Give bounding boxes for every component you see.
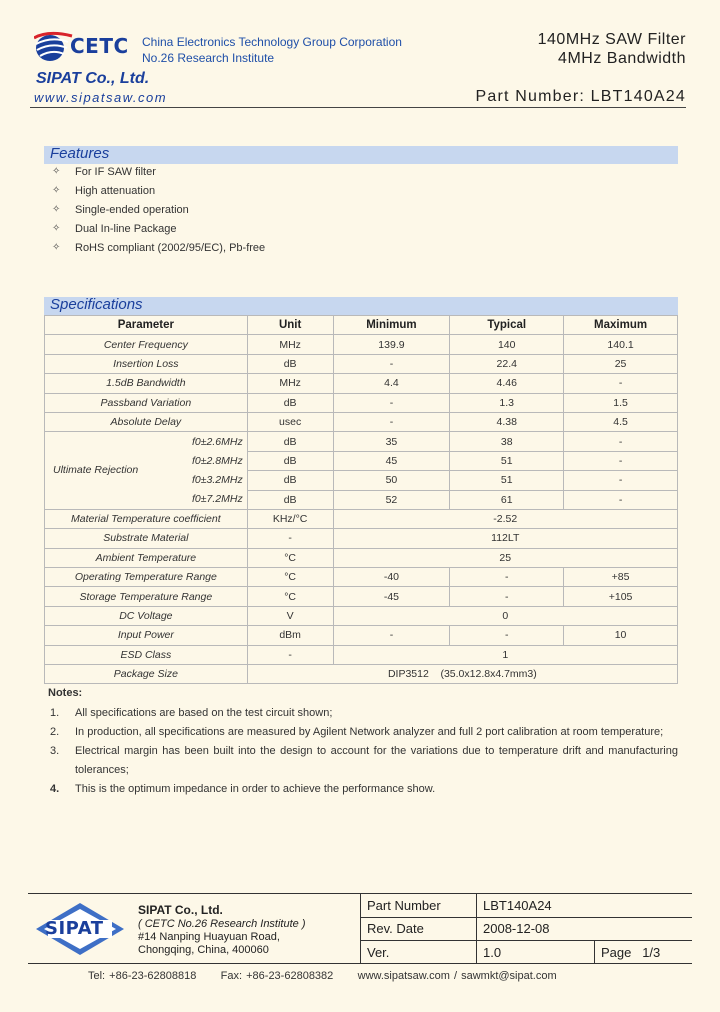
column-header: Maximum — [564, 316, 678, 335]
param-cell: Substrate Material — [45, 529, 248, 548]
note-text: This is the optimum impedance in order to achieve the performance show. — [75, 783, 436, 795]
diamond-bullet-icon: ✧ — [52, 185, 61, 196]
max-cell: - — [564, 490, 678, 509]
min-cell: -45 — [333, 587, 450, 606]
table-row — [45, 432, 678, 451]
unit-cell: MHz — [247, 374, 333, 393]
table-row — [45, 335, 678, 354]
unit-cell: °C — [247, 587, 333, 606]
table-row — [45, 393, 678, 412]
typ-cell: 22.4 — [450, 354, 564, 373]
unit-cell: MHz — [247, 335, 333, 354]
param-cell: DC Voltage — [45, 606, 248, 625]
min-cell: 139.9 — [333, 335, 450, 354]
ultimate-rejection-cell — [45, 451, 248, 476]
max-cell: 25 — [564, 354, 678, 373]
version-value: 1.0 — [477, 941, 595, 964]
rejection-offset: f0±7.2MHz — [192, 493, 243, 506]
diamond-bullet-icon: ✧ — [52, 166, 61, 177]
typ-cell: 38 — [450, 432, 564, 451]
min-cell: - — [333, 626, 450, 645]
typ-cell: 1.3 — [450, 393, 564, 412]
unit-cell: V — [247, 606, 333, 625]
sipat-badge-text: SIPAT — [45, 918, 104, 939]
part-number-heading: Part Number: LBT140A24 — [475, 88, 686, 105]
column-header: Minimum — [333, 316, 450, 335]
table-row — [45, 529, 678, 548]
value-cell: 112LT — [333, 529, 677, 548]
typ-cell: 51 — [450, 471, 564, 490]
param-cell: Input Power — [45, 626, 248, 645]
table-row — [45, 645, 678, 664]
unit-cell: - — [247, 529, 333, 548]
org-name: China Electronics Technology Group Corporation — [142, 35, 402, 49]
page-indicator: Page 1/3 — [595, 941, 693, 964]
max-cell: - — [564, 451, 678, 470]
rejection-offset: f0±2.6MHz — [192, 435, 243, 448]
document-info-table — [360, 894, 692, 964]
feature-text: For IF SAW filter — [75, 166, 156, 178]
max-cell: - — [564, 374, 678, 393]
page-footer — [28, 893, 692, 964]
min-cell: 45 — [333, 451, 450, 470]
list-item — [48, 742, 678, 780]
org-institute: No.26 Research Institute — [142, 51, 275, 65]
feature-text: Dual In-line Package — [75, 223, 177, 235]
list-item — [48, 704, 678, 723]
value-cell: DIP3512 (35.0x12.8x4.7mm3) — [247, 665, 677, 684]
param-cell: Material Temperature coefficient — [45, 509, 248, 528]
ultimate-rejection-spacer — [53, 491, 158, 508]
min-cell: 52 — [333, 490, 450, 509]
table-row — [45, 490, 678, 509]
max-cell: 140.1 — [564, 335, 678, 354]
rejection-subgrid — [53, 491, 247, 508]
min-cell: 4.4 — [333, 374, 450, 393]
notes-section — [48, 687, 678, 799]
company-url[interactable]: www.sipatsaw.com — [34, 90, 168, 105]
footer-address-line1: #14 Nanping Huayuan Road, — [138, 931, 280, 943]
param-cell: ESD Class — [45, 645, 248, 664]
notes-title: Notes: — [48, 687, 83, 699]
unit-cell: dB — [247, 471, 333, 490]
footer-address-line2: Chongqing, China, 400060 — [138, 944, 269, 956]
header-divider — [30, 107, 686, 108]
min-cell: 35 — [333, 432, 450, 451]
rejection-subgrid — [53, 452, 247, 476]
footer-company-name: SIPAT Co., Ltd. — [138, 903, 223, 917]
table-row — [45, 606, 678, 625]
product-subtitle: 4MHz Bandwidth — [558, 50, 686, 67]
cetc-globe-icon — [34, 30, 74, 64]
specifications-section-bar — [44, 297, 678, 315]
contact-line: Tel: +86-23-62808818 Fax: +86-23-62808382 www.sipatsaw.com / sawmkt@sipat.com — [88, 970, 557, 982]
note-number: 2. — [50, 726, 60, 738]
note-text: All specifications are based on the test circuit shown; — [75, 707, 333, 719]
min-cell: -40 — [333, 568, 450, 587]
value-cell: -2.52 — [333, 509, 677, 528]
note-number: 3. — [50, 745, 60, 757]
table-row — [45, 568, 678, 587]
version-label: Ver. — [361, 941, 477, 964]
feature-text: RoHS compliant (2002/95/EC), Pb-free — [75, 242, 266, 254]
typ-cell: 140 — [450, 335, 564, 354]
value-cell: 25 — [333, 548, 677, 567]
param-cell: Absolute Delay — [45, 412, 248, 431]
value-cell: 1 — [333, 645, 677, 664]
feature-text: High attenuation — [75, 185, 156, 197]
diamond-bullet-icon: ✧ — [52, 204, 61, 215]
part-number-value: LBT140A24 — [477, 894, 693, 917]
typ-cell: 4.46 — [450, 374, 564, 393]
min-cell: - — [333, 354, 450, 373]
max-cell: - — [564, 471, 678, 490]
cetc-logo-text: CETC — [70, 34, 129, 58]
features-heading: Features — [50, 145, 110, 162]
note-text: Electrical margin has been built into the design to account for the variations due to temperature drift and manufacturing tolerances; — [75, 745, 678, 776]
table-header-row — [45, 316, 678, 335]
unit-cell: dB — [247, 393, 333, 412]
min-cell: 50 — [333, 471, 450, 490]
features-section-bar — [44, 146, 678, 164]
typ-cell: 61 — [450, 490, 564, 509]
table-row — [45, 354, 678, 373]
param-cell: Ambient Temperature — [45, 548, 248, 567]
ultimate-rejection-spacer — [53, 433, 158, 450]
note-number: 4. — [50, 783, 60, 795]
table-row — [45, 374, 678, 393]
unit-cell: °C — [247, 568, 333, 587]
cetc-logo — [34, 30, 132, 64]
column-header: Parameter — [45, 316, 248, 335]
table-row — [45, 509, 678, 528]
footer-institute: ( CETC No.26 Research Institute ) — [138, 918, 306, 930]
unit-cell: dBm — [247, 626, 333, 645]
note-number: 1. — [50, 707, 60, 719]
typ-cell: 4.38 — [450, 412, 564, 431]
ultimate-rejection-cell — [45, 490, 248, 509]
table-row — [45, 412, 678, 431]
value-cell: 0 — [333, 606, 677, 625]
typ-cell: 51 — [450, 451, 564, 470]
unit-cell: KHz/°C — [247, 509, 333, 528]
param-cell: Center Frequency — [45, 335, 248, 354]
column-header: Typical — [450, 316, 564, 335]
ultimate-rejection-label: Ultimate Rejection — [53, 463, 139, 476]
note-text: In production, all specifications are measured by Agilent Network analyzer and full 2 port calibration at room temperature; — [75, 726, 664, 738]
unit-cell: dB — [247, 432, 333, 451]
unit-cell: dB — [247, 354, 333, 373]
feature-text: Single-ended operation — [75, 204, 189, 216]
param-cell: Package Size — [45, 665, 248, 684]
param-cell: Passband Variation — [45, 393, 248, 412]
max-cell: 4.5 — [564, 412, 678, 431]
unit-cell: usec — [247, 412, 333, 431]
specifications-table — [44, 315, 678, 684]
param-cell: Insertion Loss — [45, 354, 248, 373]
min-cell: - — [333, 412, 450, 431]
max-cell: +85 — [564, 568, 678, 587]
page-header — [0, 0, 720, 110]
ultimate-rejection-cell — [45, 432, 248, 451]
part-number-label: Part Number — [361, 894, 477, 917]
max-cell: - — [564, 432, 678, 451]
table-row — [45, 587, 678, 606]
rejection-subgrid — [53, 433, 247, 450]
rejection-offset: f0±3.2MHz — [192, 474, 243, 487]
param-cell: Storage Temperature Range — [45, 587, 248, 606]
table-row — [45, 626, 678, 645]
unit-cell: dB — [247, 451, 333, 470]
min-cell: - — [333, 393, 450, 412]
typ-cell: - — [450, 568, 564, 587]
rev-date-value: 2008-12-08 — [477, 917, 693, 940]
typ-cell: - — [450, 626, 564, 645]
rejection-offset: f0±2.8MHz — [192, 454, 243, 467]
table-row — [45, 665, 678, 684]
table-row — [45, 548, 678, 567]
list-item — [48, 723, 678, 742]
unit-cell: - — [247, 645, 333, 664]
table-row — [45, 451, 678, 470]
max-cell: 1.5 — [564, 393, 678, 412]
list-item — [48, 780, 678, 799]
rev-date-label: Rev. Date — [361, 917, 477, 940]
specifications-heading: Specifications — [50, 296, 143, 313]
typ-cell: - — [450, 587, 564, 606]
column-header: Unit — [247, 316, 333, 335]
unit-cell: dB — [247, 490, 333, 509]
max-cell: 10 — [564, 626, 678, 645]
unit-cell: °C — [247, 548, 333, 567]
company-name: SIPAT Co., Ltd. — [36, 70, 150, 87]
param-cell: Operating Temperature Range — [45, 568, 248, 587]
max-cell: +105 — [564, 587, 678, 606]
product-title: 140MHz SAW Filter — [537, 31, 686, 48]
param-cell: 1.5dB Bandwidth — [45, 374, 248, 393]
diamond-bullet-icon: ✧ — [52, 223, 61, 234]
diamond-bullet-icon: ✧ — [52, 242, 61, 253]
